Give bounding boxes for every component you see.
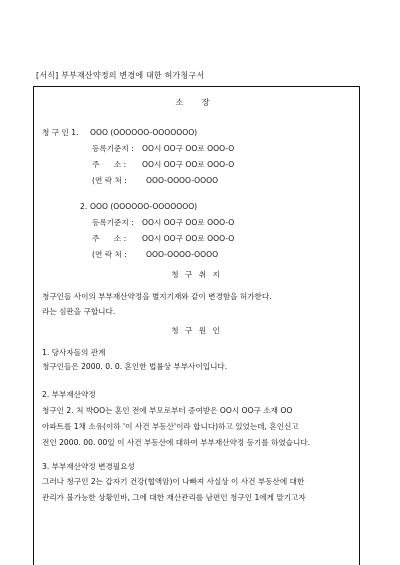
document-frame [33,86,360,565]
section-2-line: 전인 2000. 00. 00일 이 사건 부동산에 대하여 부부재산약정 등기를 하였습니다. [42,438,311,447]
claimant-2-contact-label: (연 락 처 : [92,250,127,259]
claimant-2-lead: 2. [80,202,88,211]
claimant-1-contact-label: (연 락 처 : [92,176,127,185]
claimant-1-address-label: 주 소 : [92,160,127,169]
section-1-line: 청구인들은 2000. 0. 0. 혼인한 법률상 부부사이입니다. [42,362,228,371]
section-3-line: 관리가 불가능한 상황인바, 그에 대한 재산관리를 남편인 청구인 1에게 맡기고자 [42,493,306,502]
document-title: 소 장 [175,98,218,107]
claimant-1-contact-value: OOO-OOOO-OOOO [146,176,219,185]
claimant-1-name: OOO (OOOOOO-OOOOOOO) [90,128,198,137]
claimant-1-registry-value: OO시 OO구 OO로 OOO-O [142,144,235,153]
claimant-1-address-value: OO시 OO구 OO로 OOO-O [142,160,235,169]
section-2-title: 2. 부부재산약정 [42,390,96,399]
purpose-line: 청구인들 사이의 부부재산약정을 별지기재와 같이 변경함을 허가한다. [42,292,272,301]
claimant-2-registry-label: 등록기준지 : [92,218,134,227]
claimant-2-name: OOO (OOOOOO-OOOOOOO) [90,202,198,211]
section-2-line: 청구인 2. 처 박OO는 혼인 전에 부모로부터 증여받은 OO시 OO구 소재 OO [42,406,293,415]
claimant-2-address-label: 주 소 : [92,234,127,243]
section-3-line: 그러나 청구인 2는 갑자기 건강(협액암)이 나빠져 사실상 이 사건 부동산에 대한 [42,477,305,486]
claimant-2-registry-value: OO시 OO구 OO로 OOO-O [142,218,235,227]
claimant-1-lead: 청 구 인 1. [42,128,79,137]
purpose-line: 라는 심판을 구합니다. [42,307,116,316]
claimant-1-registry-label: 등록기준지 : [92,144,134,153]
claimant-2-address-value: OO시 OO구 OO로 OOO-O [142,234,235,243]
form-caption: [서식] 부부재산약정의 변경에 대한 허가청구서 [36,71,205,80]
grounds-heading: 청 구 원 인 [171,326,222,335]
claimant-2-contact-value: OOO-OOOO-OOOO [146,250,219,259]
section-3-title: 3. 부부재산약정 변경필요성 [42,462,135,471]
purpose-heading: 청 구 취 지 [171,270,222,279]
section-1-title: 1. 당사자들의 관계 [42,348,106,357]
section-2-line: 아파트를 1채 소유(이하 '이 사건 부동산'이라 합니다)하고 있었는데, 혼인신고 [42,422,299,431]
